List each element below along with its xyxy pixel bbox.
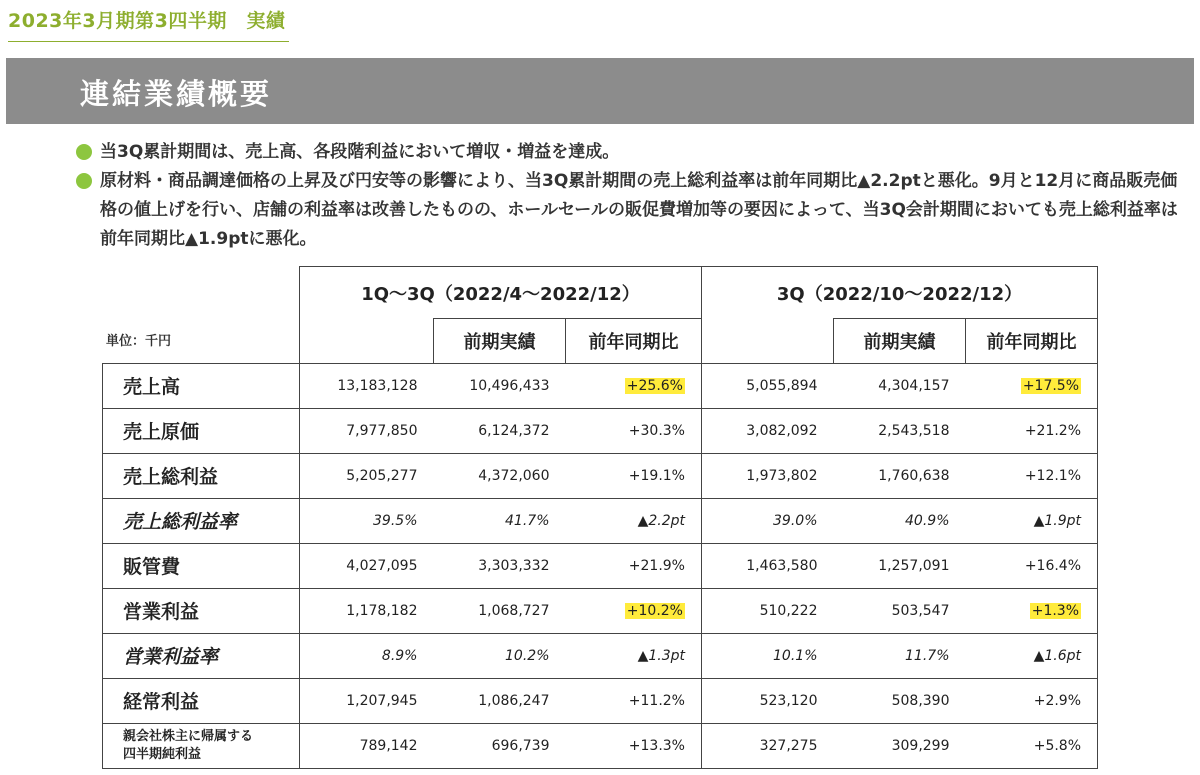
bullet-item bbox=[76, 138, 1186, 167]
value-cell: ▲2.2pt bbox=[566, 498, 702, 543]
bullet-dot-icon bbox=[76, 173, 92, 189]
period-header-quarter: 3Q（2022/10～2022/12） bbox=[702, 267, 1098, 319]
row-label: 営業利益率 bbox=[103, 633, 300, 678]
value-cell: ▲1.3pt bbox=[566, 633, 702, 678]
value-cell: 327,275 bbox=[702, 723, 834, 768]
value-cell: 40.9% bbox=[834, 498, 966, 543]
header-spacer bbox=[702, 319, 834, 364]
value-cell: 3,082,092 bbox=[702, 408, 834, 453]
value-cell: 10.1% bbox=[702, 633, 834, 678]
value-cell-highlighted: +25.6% bbox=[626, 377, 683, 394]
value-cell: 7,977,850 bbox=[300, 408, 434, 453]
bullet-list bbox=[76, 138, 1186, 254]
value-cell: 523,120 bbox=[702, 678, 834, 723]
value-cell: +16.4% bbox=[966, 543, 1098, 588]
value-cell: 4,027,095 bbox=[300, 543, 434, 588]
value-cell-highlighted: +10.2% bbox=[626, 602, 683, 619]
value-cell: 11.7% bbox=[834, 633, 966, 678]
value-cell-highlighted: +1.3% bbox=[1031, 602, 1080, 619]
value-cell: 13,183,128 bbox=[300, 363, 434, 408]
row-label: 販管費 bbox=[103, 543, 300, 588]
value-cell: 503,547 bbox=[834, 588, 966, 633]
row-label: 営業利益 bbox=[103, 588, 300, 633]
page-header: 2023年3月期第3四半期 実績 bbox=[8, 6, 289, 42]
value-cell: 10.2% bbox=[434, 633, 566, 678]
table-row bbox=[103, 633, 1098, 678]
value-cell: 1,207,945 bbox=[300, 678, 434, 723]
value-cell: 39.0% bbox=[702, 498, 834, 543]
row-label: 売上原価 bbox=[103, 408, 300, 453]
subheader-prior-year: 前期実績 bbox=[834, 319, 966, 364]
header-spacer bbox=[103, 267, 300, 364]
value-cell: +5.8% bbox=[966, 723, 1098, 768]
value-cell: 510,222 bbox=[702, 588, 834, 633]
value-cell: 5,055,894 bbox=[702, 363, 834, 408]
row-label-line: 四半期純利益 bbox=[123, 746, 202, 762]
value-cell: 3,303,332 bbox=[434, 543, 566, 588]
value-cell-highlighted: +17.5% bbox=[1022, 377, 1080, 394]
value-cell: 10,496,433 bbox=[434, 363, 566, 408]
subheader-prior-year: 前期実績 bbox=[434, 319, 566, 364]
results-table bbox=[102, 266, 1098, 769]
value-cell: 309,299 bbox=[834, 723, 966, 768]
table-row bbox=[103, 543, 1098, 588]
value-cell: 41.7% bbox=[434, 498, 566, 543]
value-cell: 39.5% bbox=[300, 498, 434, 543]
value-cell: +12.1% bbox=[966, 453, 1098, 498]
value-cell: +19.1% bbox=[566, 453, 702, 498]
value-cell: 1,760,638 bbox=[834, 453, 966, 498]
section-title: 連結業績概要 bbox=[80, 77, 273, 111]
table-row bbox=[103, 408, 1098, 453]
table-row bbox=[103, 678, 1098, 723]
row-label: 経常利益 bbox=[103, 678, 300, 723]
value-cell: 6,124,372 bbox=[434, 408, 566, 453]
value-cell: 1,973,802 bbox=[702, 453, 834, 498]
value-cell: +13.3% bbox=[566, 723, 702, 768]
value-cell: 2,543,518 bbox=[834, 408, 966, 453]
value-cell: +11.2% bbox=[566, 678, 702, 723]
header-spacer bbox=[300, 319, 434, 364]
value-cell: 1,086,247 bbox=[434, 678, 566, 723]
period-header-row bbox=[103, 267, 1098, 319]
table-row bbox=[103, 723, 1098, 768]
period-header-cumulative: 1Q～3Q（2022/4～2022/12） bbox=[300, 267, 702, 319]
row-label-line: 親会社株主に帰属する bbox=[123, 728, 254, 744]
table-row bbox=[103, 498, 1098, 543]
bullet-item bbox=[76, 167, 1186, 254]
subheader-yoy: 前年同期比 bbox=[566, 319, 702, 364]
value-cell: ▲1.6pt bbox=[966, 633, 1098, 678]
value-cell: +30.3% bbox=[566, 408, 702, 453]
row-label: 売上総利益率 bbox=[103, 498, 300, 543]
value-cell: ▲1.9pt bbox=[966, 498, 1098, 543]
value-cell: 8.9% bbox=[300, 633, 434, 678]
bullet-text: 当3Q累計期間は、売上高、各段階利益において増収・増益を達成。 bbox=[100, 142, 620, 162]
value-cell: 4,304,157 bbox=[834, 363, 966, 408]
row-label: 売上総利益 bbox=[103, 453, 300, 498]
value-cell: 4,372,060 bbox=[434, 453, 566, 498]
subheader-yoy: 前年同期比 bbox=[966, 319, 1098, 364]
value-cell: 5,205,277 bbox=[300, 453, 434, 498]
value-cell: 696,739 bbox=[434, 723, 566, 768]
value-cell: +21.9% bbox=[566, 543, 702, 588]
value-cell: 508,390 bbox=[834, 678, 966, 723]
row-label bbox=[103, 723, 300, 768]
value-cell: 1,257,091 bbox=[834, 543, 966, 588]
section-title-bar bbox=[6, 58, 1194, 124]
table-row bbox=[103, 588, 1098, 633]
row-label: 売上高 bbox=[103, 363, 300, 408]
bullet-text: 原材料・商品調達価格の上昇及び円安等の影響により、当3Q累計期間の売上総利益率は前年同期比▲2.2ptと悪化。9月と12月に商品販売価格の値上げを行い、店舗の利益率は改善したものの、ホールセールの販促費増加等の要因によって、当3Q会計期間においても売上総利益率は前年同期比▲1.9ptに悪化。 bbox=[100, 171, 1178, 249]
value-cell: +21.2% bbox=[966, 408, 1098, 453]
value-cell: 1,178,182 bbox=[300, 588, 434, 633]
table-row bbox=[103, 453, 1098, 498]
value-cell: 1,068,727 bbox=[434, 588, 566, 633]
value-cell: +2.9% bbox=[966, 678, 1098, 723]
unit-label: 単位：千円 bbox=[106, 334, 172, 349]
value-cell: 789,142 bbox=[300, 723, 434, 768]
bullet-dot-icon bbox=[76, 144, 92, 160]
table-row bbox=[103, 363, 1098, 408]
value-cell: 1,463,580 bbox=[702, 543, 834, 588]
